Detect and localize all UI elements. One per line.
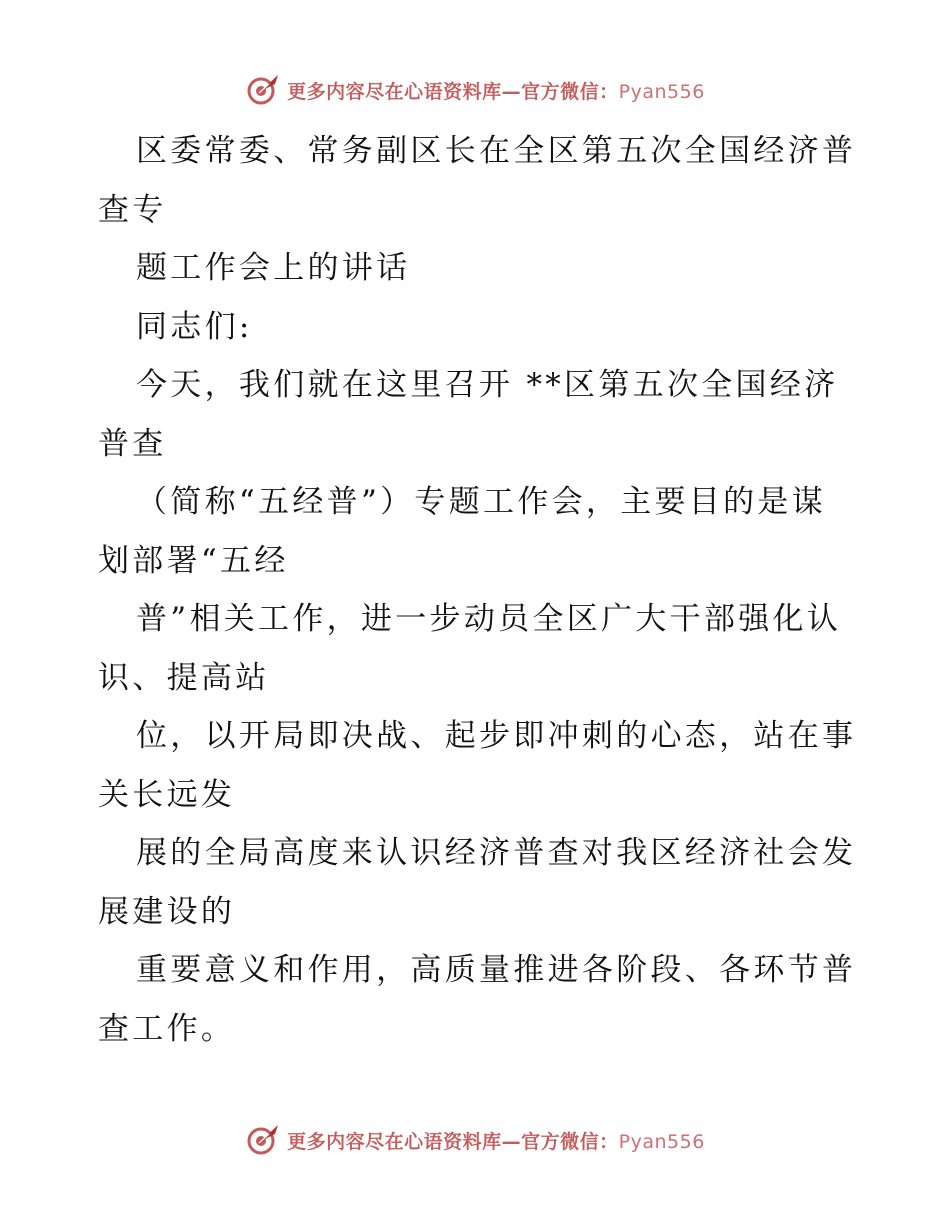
- paragraph-line: 今天，我们就在这里召开 **区第五次全国经济: [136, 367, 839, 403]
- paragraph-line: 普查: [98, 425, 167, 462]
- paragraph-line: 展建设的: [98, 893, 236, 930]
- paragraph-line: 查工作。: [98, 1010, 236, 1047]
- header-watermark: [0, 72, 950, 108]
- document-body: [98, 122, 858, 1058]
- title-line-3: 题工作会上的讲话: [136, 250, 411, 286]
- paragraph-line: 展的全局高度来认识经济普查对我区经济社会发: [136, 835, 857, 871]
- watermark-text: 更多内容尽在心语资料库—官方微信：Pyan556: [287, 80, 705, 103]
- watermark-text: 更多内容尽在心语资料库—官方微信：Pyan556: [287, 1130, 705, 1153]
- paragraph-line: 普”相关工作，进一步动员全区广大干部强化认: [136, 601, 842, 637]
- title-line-1: 区委常委、常务副区长在全区第五次全国经济普: [136, 133, 857, 169]
- paragraph-line: 划部署“五经: [98, 542, 289, 579]
- footer-watermark: [0, 1122, 950, 1158]
- paragraph-line: 关长远发: [98, 776, 236, 813]
- salutation: 同志们:: [136, 308, 253, 345]
- paragraph-line: 位，以开局即决战、起步即冲刺的心态，站在事: [136, 718, 857, 754]
- paragraph-line: （简称“五经普”）专题工作会，主要目的是谋: [136, 484, 826, 520]
- paragraph-line: 重要意义和作用，高质量推进各阶段、各环节普: [136, 952, 857, 988]
- quill-logo-icon: [245, 1122, 281, 1158]
- paragraph-line: 识、提高站: [98, 659, 270, 696]
- title-line-2: 查专: [98, 191, 167, 228]
- quill-logo-icon: [245, 72, 281, 108]
